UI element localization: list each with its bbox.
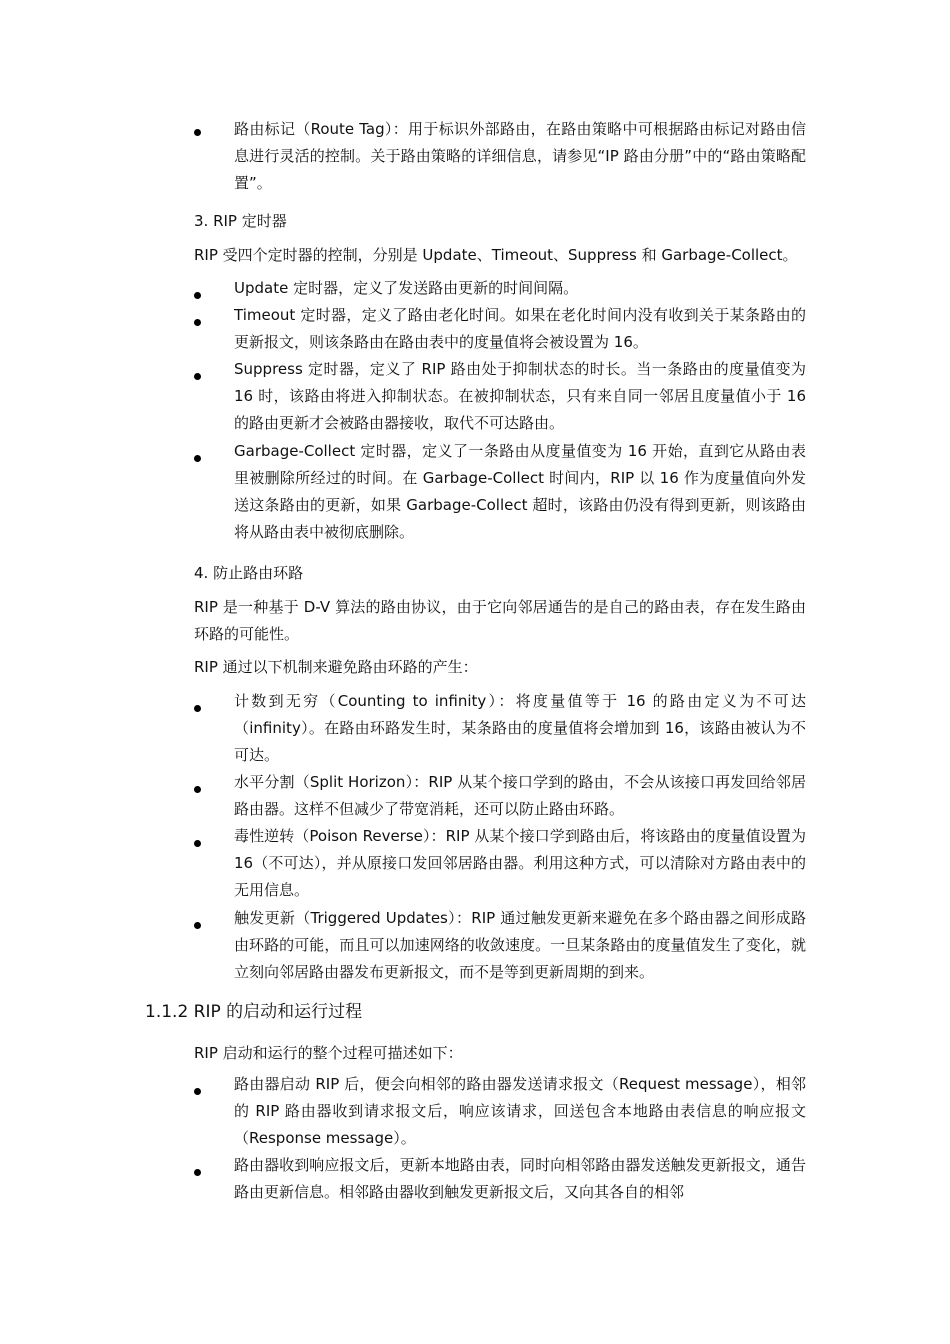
bullet-icon [194, 455, 201, 462]
list-item [194, 438, 806, 546]
bullet-icon [194, 292, 201, 299]
section-heading: 3. RIP 定时器 [194, 212, 287, 230]
list-item [194, 302, 806, 356]
paragraph: RIP 启动和运行的整个过程可描述如下： [194, 1044, 463, 1062]
bullet-icon [194, 1088, 201, 1095]
bullet-icon [194, 319, 201, 326]
list-item-text: Timeout 定时器，定义了路由老化时间。如果在老化时间内没有收到关于某条路由的更新报文，则该条路由在路由表中的度量值将会被设置为 16。 [234, 306, 806, 351]
list-item-text: 触发更新（Triggered Updates）：RIP 通过触发更新来避免在多个路由器之间形成路由环路的可能，而且可以加速网络的收敛速度。一旦某条路由的度量值发生了变化，就立刻向邻居路由器发布更新报文，而不是等到更新周期的到来。 [234, 909, 806, 981]
bullet-icon [194, 1169, 201, 1176]
paragraph: RIP 是一种基于 D-V 算法的路由协议，由于它向邻居通告的是自己的路由表，存在发生路由环路的可能性。 [194, 598, 806, 643]
list-item [194, 1152, 806, 1206]
list-item-text: 毒性逆转（Poison Reverse）：RIP 从某个接口学到路由后，将该路由的度量值设置为 16（不可达），并从原接口发回邻居路由器。利用这种方式，可以清除对方路由表中的无用信息。 [234, 827, 806, 899]
list-item [194, 823, 806, 904]
bullet-icon [194, 786, 201, 793]
bullet-icon [194, 922, 201, 929]
list-item-text: Update 定时器，定义了发送路由更新的时间间隔。 [234, 279, 579, 297]
paragraph: RIP 受四个定时器的控制，分别是 Update、Timeout、Suppress 和 Garbage-Collect。 [194, 246, 798, 264]
list-item-text: 路由标记（Route Tag）：用于标识外部路由，在路由策略中可根据路由标记对路由信息进行灵活的控制。关于路由策略的详细信息，请参见“IP 路由分册”中的“路由策略配置”。 [234, 120, 806, 192]
paragraph: RIP 通过以下机制来避免路由环路的产生： [194, 658, 478, 676]
list-item [194, 905, 806, 986]
section-heading: 4. 防止路由环路 [194, 564, 304, 582]
list-item-text: 路由器收到响应报文后，更新本地路由表，同时向相邻路由器发送触发更新报文，通告路由更新信息。相邻路由器收到触发更新报文后，又向其各自的相邻 [234, 1156, 806, 1201]
list-item-text: 水平分割（Split Horizon）：RIP 从某个接口学到的路由，不会从该接口再发回给邻居路由器。这样不但减少了带宽消耗，还可以防止路由环路。 [234, 773, 806, 818]
bullet-icon [194, 373, 201, 380]
list-item-text: Garbage-Collect 定时器，定义了一条路由从度量值变为 16 开始，直到它从路由表里被删除所经过的时间。在 Garbage-Collect 时间内，RIP 以 16 作为度量值向外发送这条路由的更新，如果 Garbage-Collect 超时，该路由仍没有得到更新，则该路由将从路由表中被彻底删除。 [234, 442, 806, 541]
list-item [194, 275, 806, 302]
subsection-title: 1.1.2 RIP 的启动和运行过程 [145, 1002, 363, 1022]
bullet-icon [194, 705, 201, 712]
bullet-icon [194, 129, 201, 136]
list-item [194, 356, 806, 437]
list-item [194, 116, 806, 197]
list-item [194, 769, 806, 823]
list-item-text: 路由器启动 RIP 后，便会向相邻的路由器发送请求报文（Request message），相邻的 RIP 路由器收到请求报文后，响应该请求，回送包含本地路由表信息的响应报文（Response message）。 [234, 1075, 806, 1147]
list-item [194, 1071, 806, 1152]
bullet-icon [194, 840, 201, 847]
list-item [194, 688, 806, 769]
list-item-text: 计数到无穷（Counting to infinity）：将度量值等于 16 的路由定义为不可达（infinity）。在路由环路发生时，某条路由的度量值将会增加到 16，该路由被认为不可达。 [234, 692, 806, 764]
list-item-text: Suppress 定时器，定义了 RIP 路由处于抑制状态的时长。当一条路由的度量值变为 16 时，该路由将进入抑制状态。在被抑制状态，只有来自同一邻居且度量值小于 16 的路由更新才会被路由器接收，取代不可达路由。 [234, 360, 806, 432]
